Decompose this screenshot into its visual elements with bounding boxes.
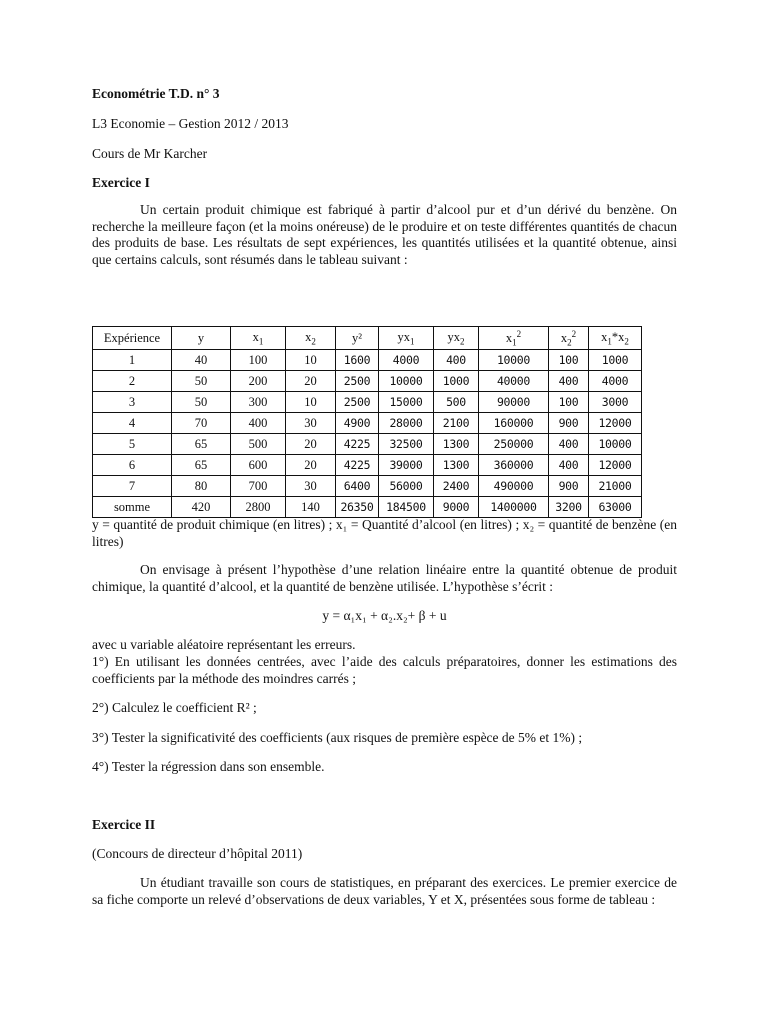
table-cell: 1300 (434, 455, 479, 476)
table-cell: somme (93, 497, 172, 518)
table-cell: 400 (549, 371, 589, 392)
table-cell: 4000 (379, 350, 434, 371)
table-cell: 26350 (336, 497, 379, 518)
table-cell: 7 (93, 476, 172, 497)
table-cell: 100 (549, 350, 589, 371)
table-cell: 4225 (336, 455, 379, 476)
table-cell: 1400000 (479, 497, 549, 518)
table-cell: 20 (286, 455, 336, 476)
exercise-2-intro: Un étudiant travaille son cours de statistiques, en préparant des exercices. Le premier exercice de sa fiche comporte un relevé d’observations de deux variables, Y et X, présentées sous forme de tableau : (92, 875, 677, 907)
table-cell: 50 (172, 371, 231, 392)
teacher-line: Cours de Mr Karcher (92, 146, 208, 161)
table-cell: 1600 (336, 350, 379, 371)
col-header-yx1: $yx_1$ (379, 327, 434, 350)
col-header-y2: y² (336, 327, 379, 350)
table-cell: 2400 (434, 476, 479, 497)
table-cell: 40000 (479, 371, 549, 392)
table-cell: 2800 (231, 497, 286, 518)
table-cell: 20 (286, 371, 336, 392)
table-cell: 300 (231, 392, 286, 413)
exercise-2-heading: Exercice II (92, 817, 156, 832)
table-row (93, 455, 642, 476)
exercise-2-source: (Concours de directeur d’hôpital 2011) (92, 846, 303, 861)
col-header-x2: $x_2$ (286, 327, 336, 350)
table-cell: 10000 (379, 371, 434, 392)
table-row (93, 434, 642, 455)
table-cell: 32500 (379, 434, 434, 455)
table-cell: 5 (93, 434, 172, 455)
table-cell: 250000 (479, 434, 549, 455)
col-header-yx2: $yx_2$ (434, 327, 479, 350)
table-cell: 12000 (589, 455, 642, 476)
table-header-row (93, 327, 642, 350)
table-cell: 1000 (434, 371, 479, 392)
table-row (93, 476, 642, 497)
table-cell: 6 (93, 455, 172, 476)
table-cell: 28000 (379, 413, 434, 434)
table-cell: 2 (93, 371, 172, 392)
table-cell: 56000 (379, 476, 434, 497)
table-cell: 6400 (336, 476, 379, 497)
regression-equation: y = α₁x₁ + α₂.x₂+ β + u (322, 608, 447, 623)
table-cell: 63000 (589, 497, 642, 518)
table-cell: 160000 (479, 413, 549, 434)
table-cell: 90000 (479, 392, 549, 413)
variable-legend: y = quantité de produit chimique (en litres) ; x₁ = Quantité d’alcool (en litres) ; x₂ = quantité de benzène (en litres) (92, 517, 677, 549)
table-cell: 400 (549, 455, 589, 476)
table-cell: 4 (93, 413, 172, 434)
table-row (93, 350, 642, 371)
table-cell: 80 (172, 476, 231, 497)
question-2: 2°) Calculez le coefficient R² ; (92, 700, 257, 715)
col-header-experience: Expérience (93, 327, 172, 350)
table-cell: 3000 (589, 392, 642, 413)
col-header-x1-squared: $x_1^2$ (479, 327, 549, 350)
table-cell: 900 (549, 413, 589, 434)
table-row (93, 413, 642, 434)
question-1: 1°) En utilisant les données centrées, avec l’aide des calculs préparatoires, donner les estimations des coefficients par la méthode des moindres carrés ; (92, 654, 677, 686)
table-cell: 2100 (434, 413, 479, 434)
table-cell: 100 (549, 392, 589, 413)
table-cell: 10 (286, 350, 336, 371)
table-cell: 400 (549, 434, 589, 455)
table-cell: 4000 (589, 371, 642, 392)
table-cell: 10 (286, 392, 336, 413)
col-header-x2-squared: $x_2^2$ (549, 327, 589, 350)
table-cell: 1 (93, 350, 172, 371)
table-cell: 3 (93, 392, 172, 413)
table-cell: 420 (172, 497, 231, 518)
hypothesis-text: On envisage à présent l’hypothèse d’une relation linéaire entre la quantité obtenue de produit chimique, la quantité d’alcool, et la quantité de benzène utilisée. L’hypothèse s’écrit : (92, 562, 677, 594)
table-cell: 3200 (549, 497, 589, 518)
document-title: Econométrie T.D. n° 3 (92, 86, 220, 101)
table-cell: 400 (434, 350, 479, 371)
table-cell: 500 (231, 434, 286, 455)
table-cell: 184500 (379, 497, 434, 518)
question-4: 4°) Tester la régression dans son ensemble. (92, 759, 325, 774)
table-cell: 900 (549, 476, 589, 497)
table-cell: 1000 (589, 350, 642, 371)
table-cell: 15000 (379, 392, 434, 413)
table-cell: 1300 (434, 434, 479, 455)
table-cell: 400 (231, 413, 286, 434)
table-cell: 10000 (589, 434, 642, 455)
table-cell: 9000 (434, 497, 479, 518)
table-cell: 30 (286, 476, 336, 497)
table-cell: 200 (231, 371, 286, 392)
table-cell: 30 (286, 413, 336, 434)
table-cell: 21000 (589, 476, 642, 497)
table-cell: 70 (172, 413, 231, 434)
table-cell: 360000 (479, 455, 549, 476)
table-cell: 4900 (336, 413, 379, 434)
data-table (92, 326, 642, 518)
table-cell: 65 (172, 434, 231, 455)
table-cell: 2500 (336, 392, 379, 413)
table-cell: 40 (172, 350, 231, 371)
table-cell: 2500 (336, 371, 379, 392)
table-cell: 500 (434, 392, 479, 413)
col-header-x1-times-x2: $x_1*x_2$ (589, 327, 642, 350)
table-cell: 12000 (589, 413, 642, 434)
exercise-1-heading: Exercice I (92, 175, 150, 190)
table-cell: 20 (286, 434, 336, 455)
col-header-y: y (172, 327, 231, 350)
table-row (93, 371, 642, 392)
question-3: 3°) Tester la significativité des coefficients (aux risques de première espèce de 5% et 1%) ; (92, 730, 583, 745)
table-cell: 140 (286, 497, 336, 518)
exercise-1-intro: Un certain produit chimique est fabriqué à partir d’alcool pur et d’un dérivé du benzène. On recherche la meilleure façon (et la moins onéreuse) de le produire et on teste différentes quantités de chacun des produits de base. Les résultats de sept expériences, les quantités utilisées et la quantité obtenue, ainsi que certains calculs, sont résumés dans le tableau suivant : (92, 202, 677, 267)
table-cell: 700 (231, 476, 286, 497)
table-cell: 600 (231, 455, 286, 476)
col-header-x1: $x_1$ (231, 327, 286, 350)
error-term-note: avec u variable aléatoire représentant les erreurs. (92, 637, 356, 652)
table-row (93, 392, 642, 413)
table-cell: 65 (172, 455, 231, 476)
table-cell: 50 (172, 392, 231, 413)
table-cell: 490000 (479, 476, 549, 497)
table-cell: 10000 (479, 350, 549, 371)
table-cell: 100 (231, 350, 286, 371)
table-cell: 4225 (336, 434, 379, 455)
table-row (93, 497, 642, 518)
table-cell: 39000 (379, 455, 434, 476)
course-line: L3 Economie – Gestion 2012 / 2013 (92, 116, 289, 131)
